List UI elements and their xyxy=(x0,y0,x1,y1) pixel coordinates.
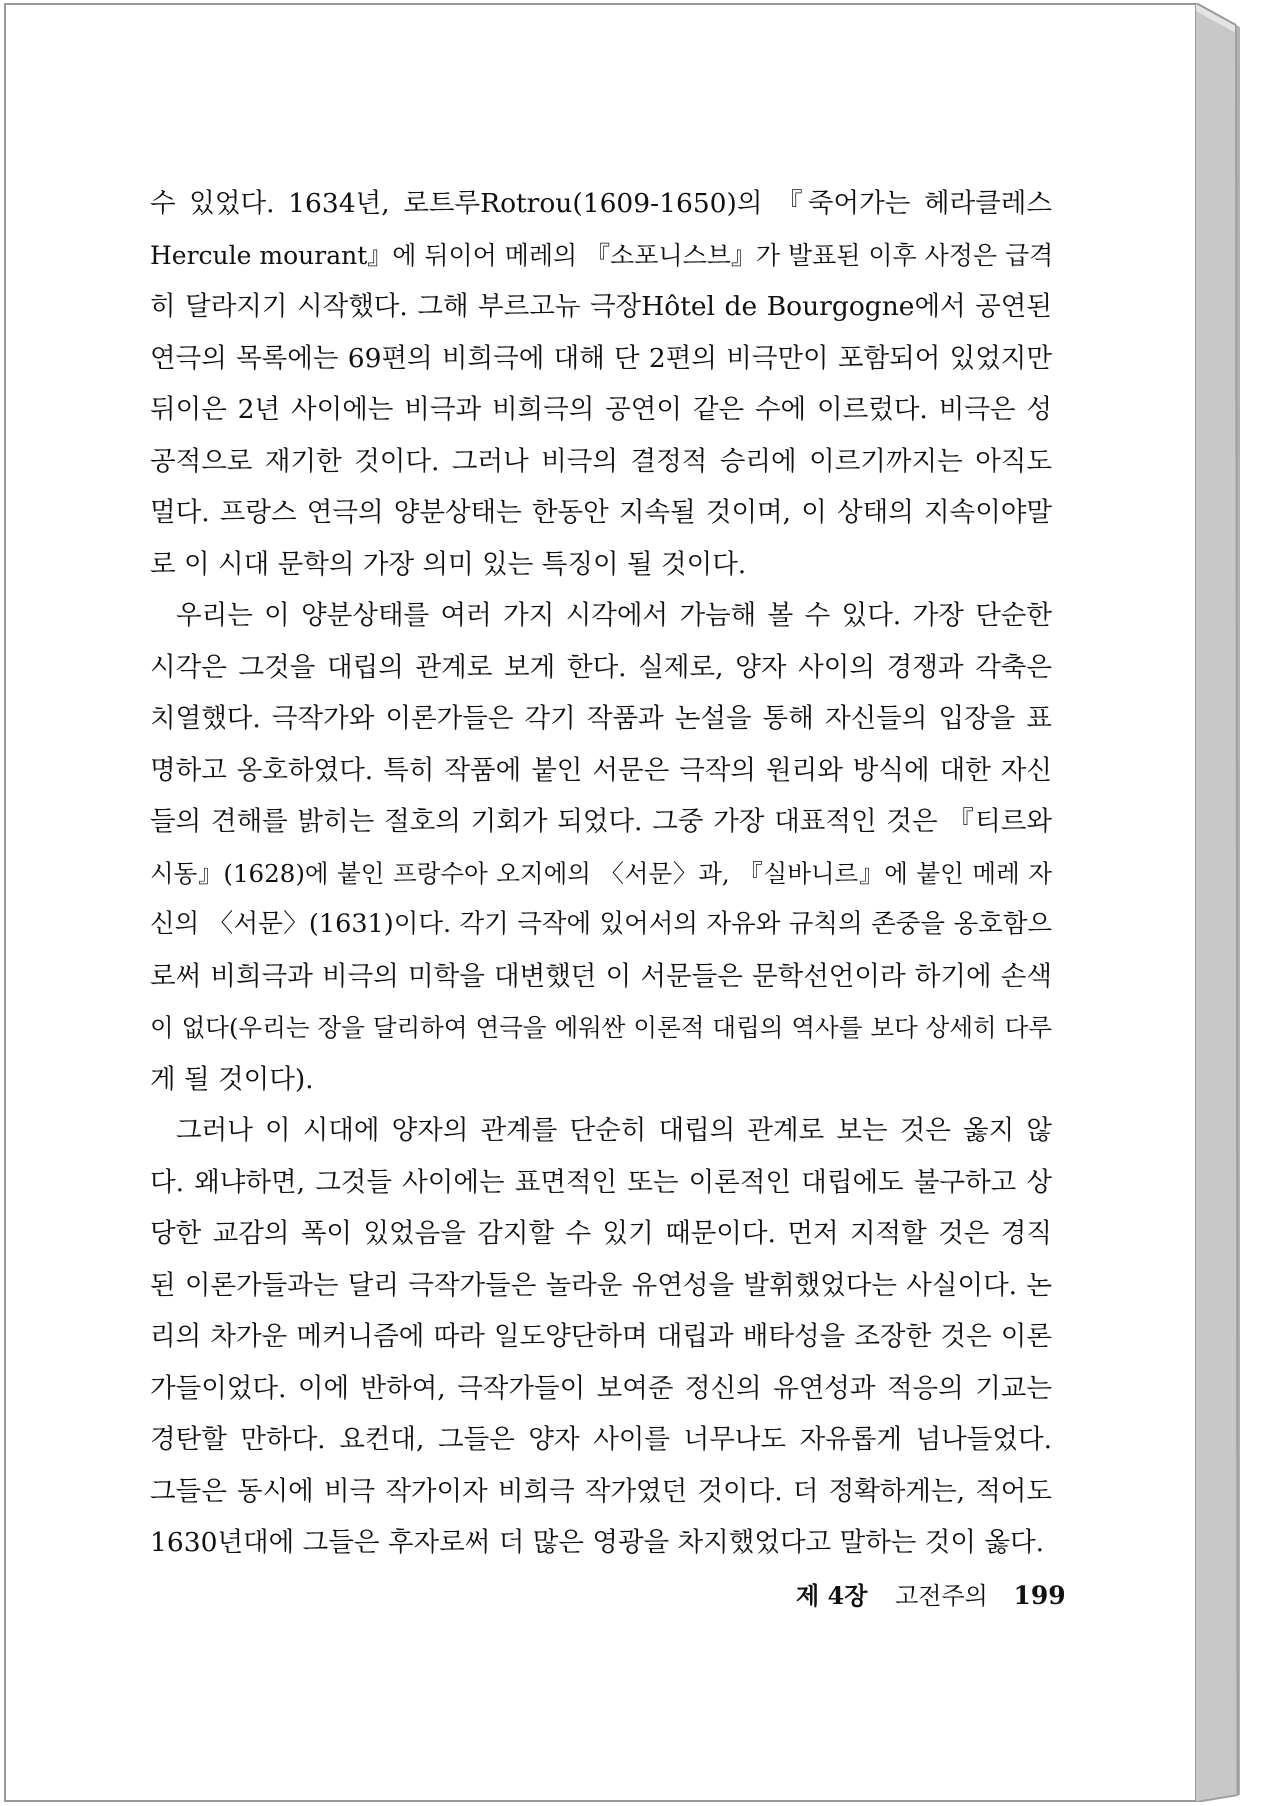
footer-title: 고전주의 xyxy=(895,1582,988,1610)
text-line: 뒤이은 2년 사이에는 비극과 비희극의 공연이 같은 수에 이르렀다. 비극은 성 xyxy=(150,394,1052,425)
text-line: Hercule mourant』에 뒤이어 메레의 『소포니스브』가 발표된 이후 사정은 급격 xyxy=(150,240,1054,270)
text-line: 신의 〈서문〉(1631)이다. 각기 극작에 있어서의 자유와 규칙의 존중을 옹호함으 xyxy=(150,909,1052,939)
text-line: 공적으로 재기한 것이다. 그러나 비극의 결정적 승리에 이르기까지는 아직도 xyxy=(150,445,1052,477)
text-line: 게 될 것이다). xyxy=(150,1063,314,1095)
text-line: 다. 왜냐하면, 그것들 사이에는 표면적인 또는 이론적인 대립에도 불구하고 상 xyxy=(150,1166,1052,1198)
text-line: 히 달라지기 시작했다. 그해 부르고뉴 극장Hôtel de Bourgogne에서 공연된 xyxy=(150,291,1052,322)
body-text xyxy=(150,178,1052,1569)
text-line: 치열했다. 극작가와 이론가들은 각기 작품과 논설을 통해 자신들의 입장을 표 xyxy=(150,703,1052,734)
text-line: 리의 차가운 메커니즘에 따라 일도양단하며 대립과 배타성을 조장한 것은 이론 xyxy=(150,1321,1052,1352)
text-line: 그러나 이 시대에 양자의 관계를 단순히 대립의 관계로 보는 것은 옳지 않 xyxy=(176,1115,1052,1146)
page-edge-shadow xyxy=(1196,3,1246,1802)
paragraph-2 xyxy=(150,590,1052,1105)
text-line: 우리는 이 양분상태를 여러 가지 시각에서 가늠해 볼 수 있다. 가장 단순한 xyxy=(176,600,1052,631)
text-line: 시각은 그것을 대립의 관계로 보게 한다. 실제로, 양자 사이의 경쟁과 각축은 xyxy=(150,651,1052,683)
text-line: 경탄할 만하다. 요컨대, 그들은 양자 사이를 너무나도 자유롭게 넘나들었다. xyxy=(150,1424,1052,1455)
text-line: 연극의 목록에는 69편의 비희극에 대해 단 2편의 비극만이 포함되어 있었지만 xyxy=(150,342,1052,374)
text-line: 당한 교감의 폭이 있었음을 감지할 수 있기 때문이다. 먼저 지적할 것은 경직 xyxy=(150,1218,1052,1249)
paragraph-1 xyxy=(150,178,1052,590)
text-line: 그들은 동시에 비극 작가이자 비희극 작가였던 것이다. 더 정확하게는, 적어도 xyxy=(150,1475,1052,1507)
text-line: 멀다. 프랑스 연극의 양분상태는 한동안 지속될 것이며, 이 상태의 지속이야말 xyxy=(150,497,1052,528)
text-line: 들의 견해를 밝히는 절호의 기회가 되었다. 그중 가장 대표적인 것은 『티르와 xyxy=(150,806,1052,837)
footer-chapter: 제 4장 xyxy=(796,1581,868,1610)
text-line: 로써 비희극과 비극의 미학을 대변했던 이 서문들은 문학선언이라 하기에 손색 xyxy=(150,960,1052,992)
text-line: 로 이 시대 문학의 가장 의미 있는 특징이 될 것이다. xyxy=(150,548,747,580)
text-line: 된 이론가들과는 달리 극작가들은 놀라운 유연성을 발휘했었다는 사실이다. 논 xyxy=(150,1269,1052,1301)
text-line: 가들이었다. 이에 반하여, 극작가들이 보여준 정신의 유연성과 적응의 기교는 xyxy=(150,1372,1052,1404)
text-line: 수 있었다. 1634년, 로트루Rotrou(1609-1650)의 『죽어가는 헤라클레스 xyxy=(150,188,1052,219)
running-footer xyxy=(796,1576,1066,1611)
page-number: 199 xyxy=(1013,1581,1066,1610)
text-line: 명하고 옹호하였다. 특히 작품에 붙인 서문은 극작의 원리와 방식에 대한 자신 xyxy=(150,754,1052,786)
paragraph-3 xyxy=(150,1105,1052,1569)
text-line: 이 없다(우리는 장을 달리하여 연극을 에워싼 이론적 대립의 역사를 보다 상세히 다루 xyxy=(150,1013,1052,1042)
text-line: 시동』(1628)에 붙인 프랑수아 오지에의 〈서문〉과, 『실바니르』에 붙인 메레 자 xyxy=(150,858,1052,888)
text-line: 1630년대에 그들은 후자로써 더 많은 영광을 차지했었다고 말하는 것이 옳다. xyxy=(150,1527,1045,1558)
